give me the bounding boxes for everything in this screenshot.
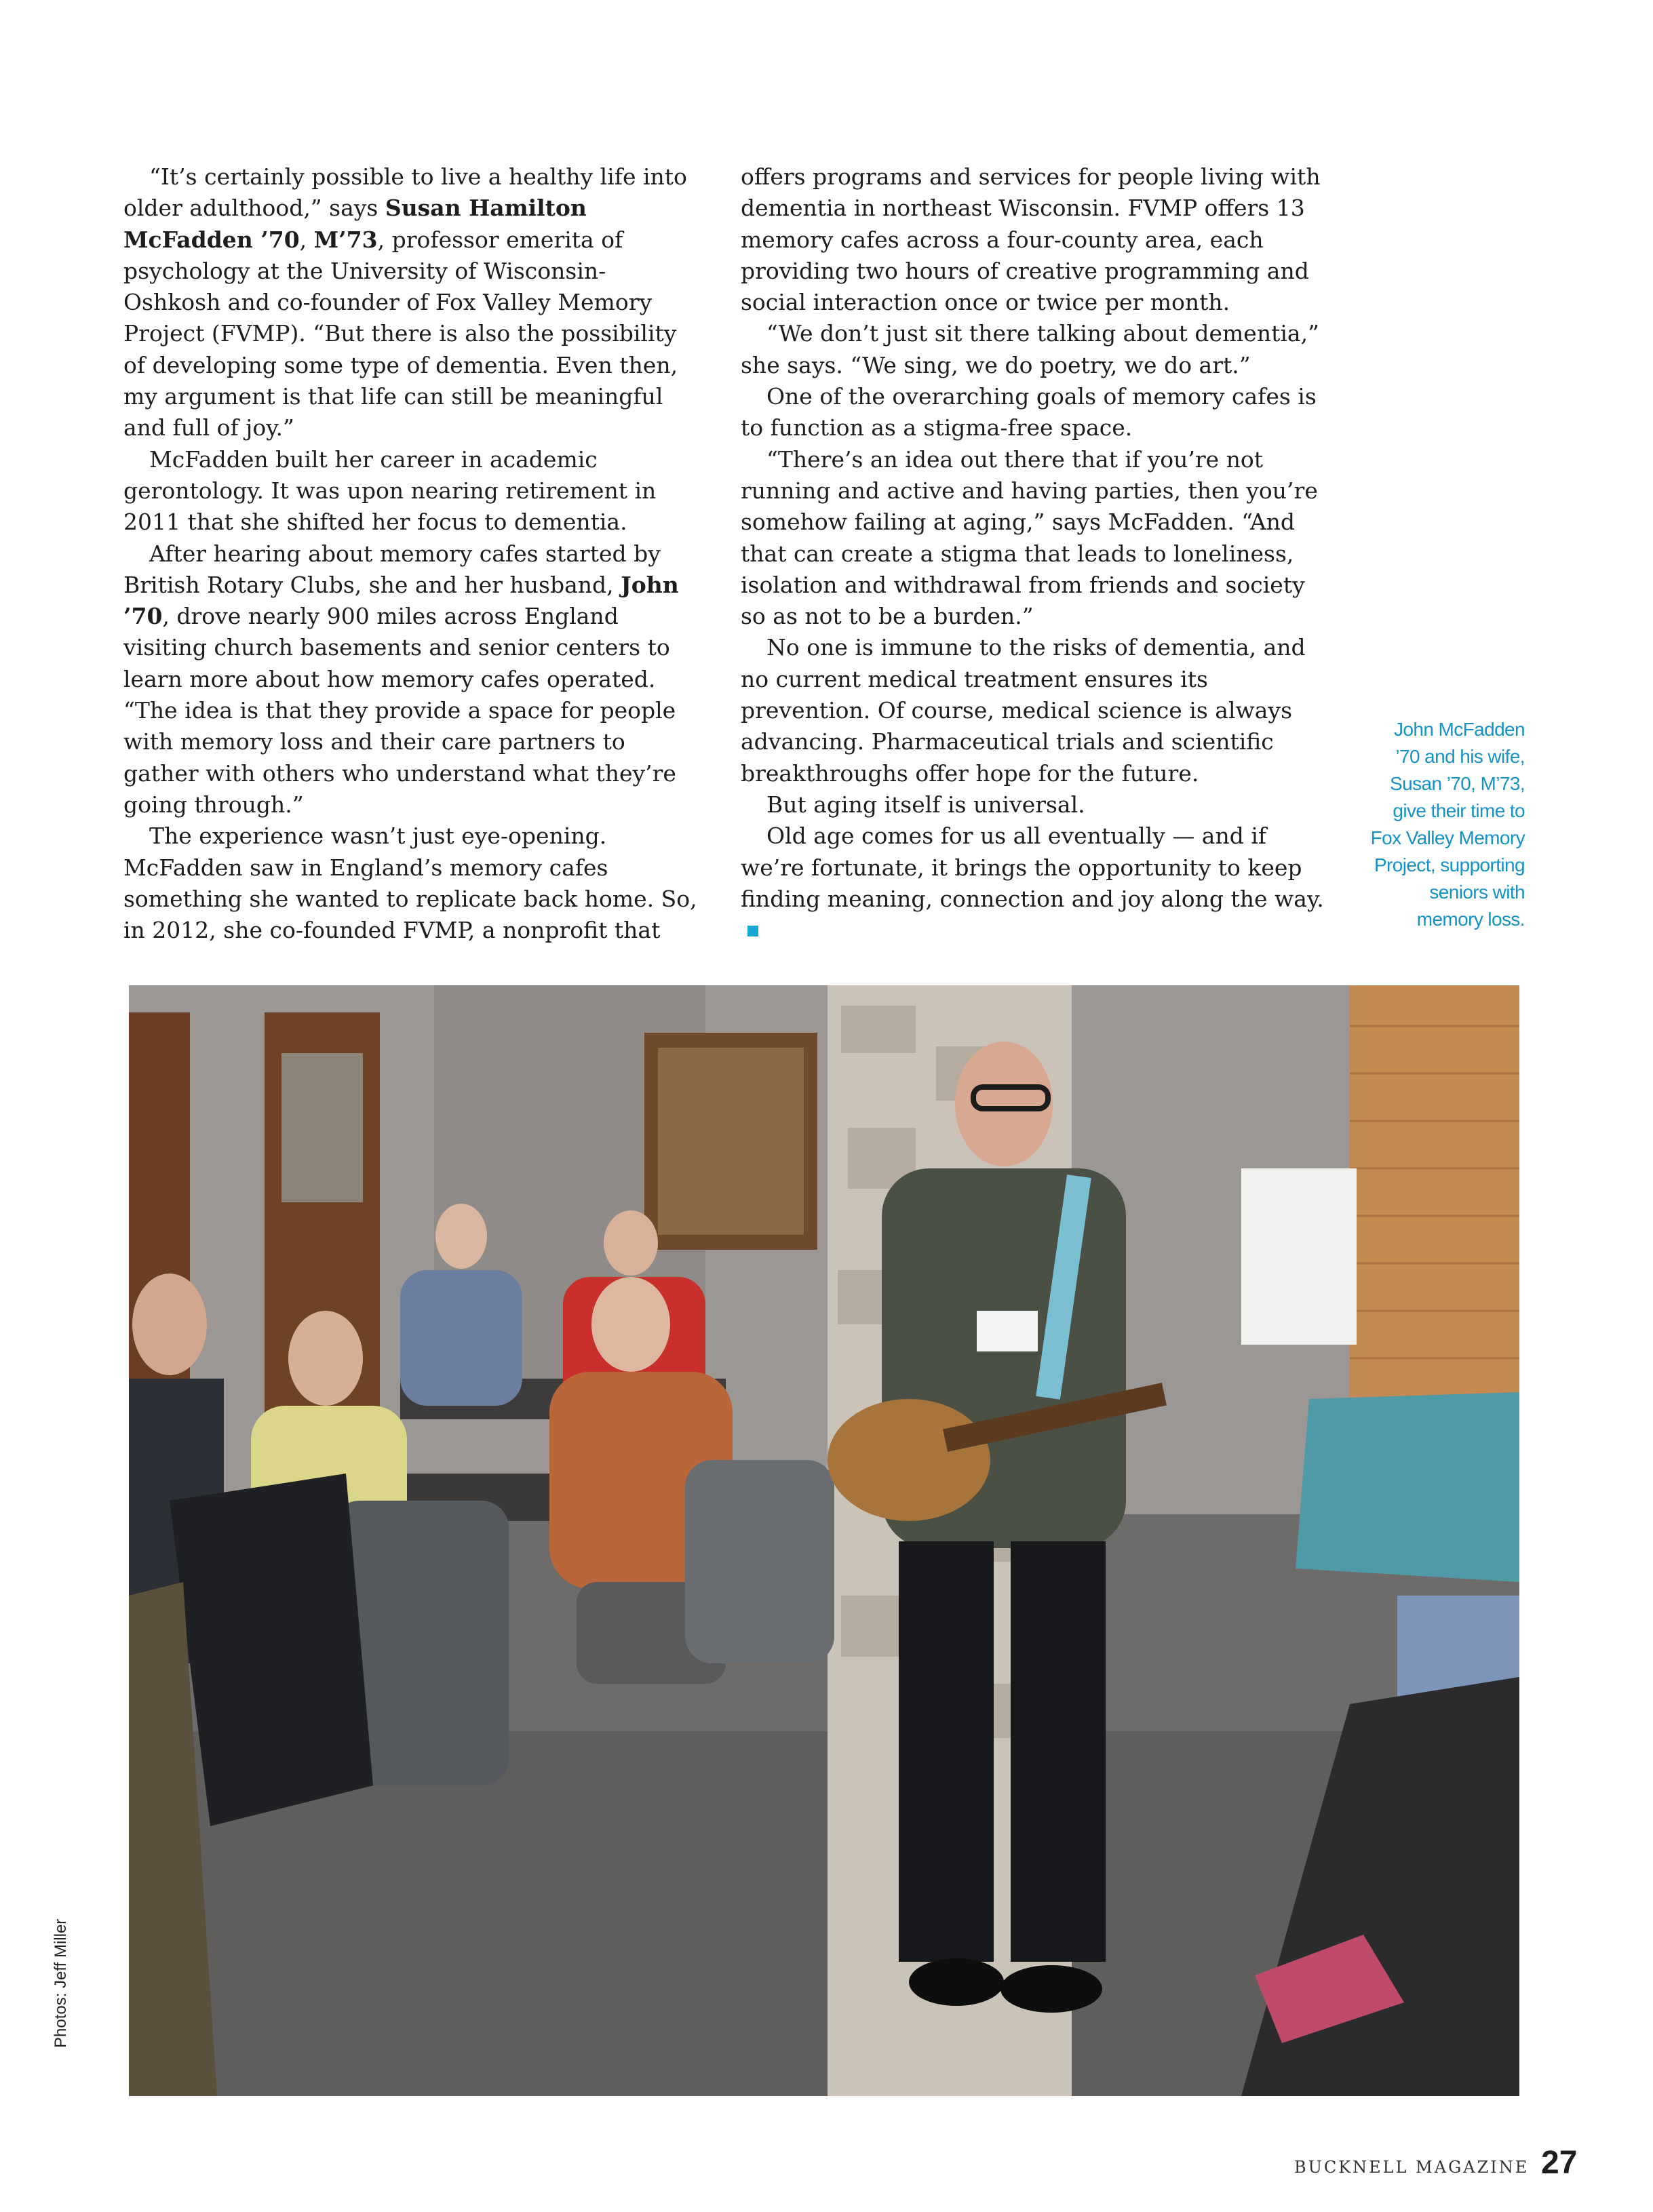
paragraph: No one is immune to the risks of dementia, and no current medical treatment ensures its prevention. Of course, medical science is always advancing. Pharmaceutical trials and scientific breakthroughs offer hope for the future. xyxy=(741,634,1306,787)
caption-line: Fox Valley Memory xyxy=(1370,827,1525,848)
caption-line: seniors with xyxy=(1429,882,1525,903)
caption-line: give their time to xyxy=(1393,800,1525,821)
paragraph: One of the overarching goals of memory cafes is to function as a stigma-free space. xyxy=(741,383,1317,441)
caption-line: Project, supporting xyxy=(1374,854,1525,875)
paragraph: “It’s certainly possible to live a healthy life into older adulthood,” says Susan Hamilton McFadden ’70, M’73, professor emerita of psychology at the University of Wisconsin-Oshkosh and co-founder of Fox Valley Memory Project (FVMP). “But there is also the possibility of developing some type of dementia. Even then, my argument is that life can still be meaningful and full of joy.” xyxy=(123,163,687,441)
paragraph: “We don’t just sit there talking about dementia,” she says. “We sing, we do poetry, we do art.” xyxy=(741,320,1319,378)
page-number: 27 xyxy=(1541,2145,1578,2181)
paragraph-final: Old age comes for us all eventually — and if we’re fortunate, it brings the opportunity to keep finding meaning, connection and joy along the way. xyxy=(741,821,1331,946)
article-column-left xyxy=(123,161,700,946)
caption-line: memory loss. xyxy=(1416,909,1525,930)
magazine-name: BUCKNELL MAGAZINE xyxy=(1294,2158,1530,2177)
caption-line: John McFadden xyxy=(1394,719,1525,740)
paragraph: offers programs and services for people living with dementia in northeast Wisconsin. FVMP offers 13 memory cafes across a four-county area, each providing two hours of creative programming and social interaction once or twice per month. xyxy=(741,163,1321,316)
photo-credit: Photos: Jeff Miller xyxy=(52,1918,70,2048)
end-mark-icon xyxy=(747,926,758,936)
article-column-right xyxy=(741,161,1331,946)
caption-line: ’70 and his wife, xyxy=(1395,746,1525,767)
paragraph: “There’s an idea out there that if you’re not running and active and having parties, then you’re somehow failing at aging,” says McFadden. “And that can create a stigma that leads to loneliness, isolation and withdrawal from friends and society so as not to be a burden.” xyxy=(741,446,1318,630)
photo-caption xyxy=(1335,716,1525,933)
paragraph: McFadden built her career in academic gerontology. It was upon nearing retirement in 2011 that she shifted her focus to dementia. xyxy=(123,446,657,536)
paragraph: The experience wasn’t just eye-opening. McFadden saw in England’s memory cafes something she wanted to replicate back home. So, in 2012, she co-founded FVMP, a nonprofit that xyxy=(123,823,697,944)
caption-line: Susan ’70, M’73, xyxy=(1390,773,1525,794)
paragraph: But aging itself is universal. xyxy=(766,791,1085,818)
memory-cafe-photo xyxy=(129,985,1519,2096)
paragraph: After hearing about memory cafes started by British Rotary Clubs, she and her husband, John ’70, drove nearly 900 miles across England visiting church basements and senior centers to learn more about how memory cafes operated. “The idea is that they provide a space for people with memory loss and their care partners to gather with others who understand what they’re going through.” xyxy=(123,540,679,818)
